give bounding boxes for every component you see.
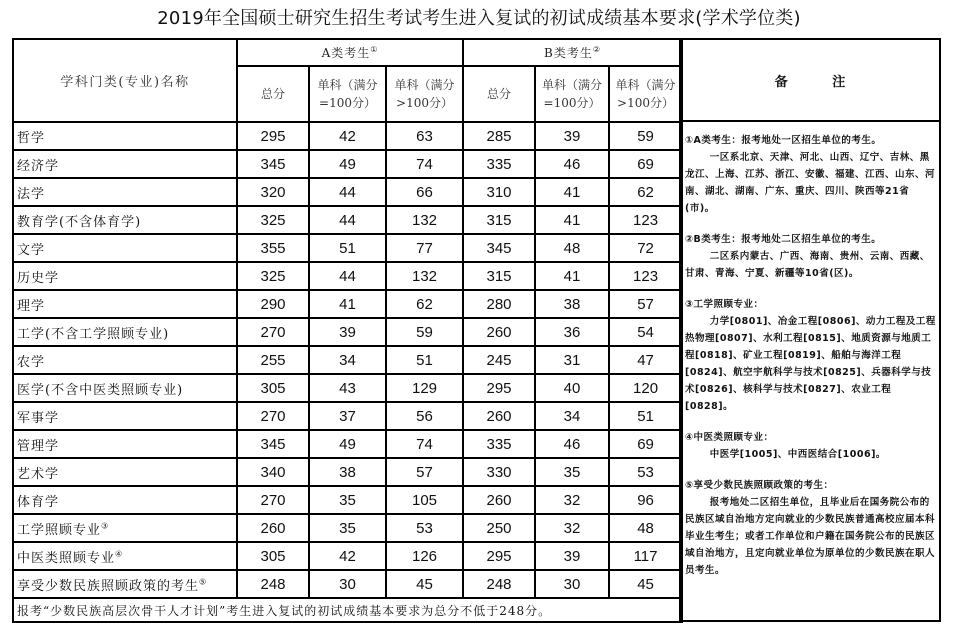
subject-name: 法学 <box>13 178 237 206</box>
score-a-100: 37 <box>309 402 386 430</box>
score-a-total: 345 <box>237 150 309 178</box>
score-b-100: 48 <box>535 234 609 262</box>
header-b-total: 总分 <box>463 66 535 122</box>
table-row <box>13 318 682 346</box>
score-a-100: 42 <box>309 542 386 570</box>
score-b-total: 260 <box>463 318 535 346</box>
score-b-100: 36 <box>535 318 609 346</box>
score-a-total: 248 <box>237 570 309 598</box>
table-row <box>13 262 682 290</box>
score-a-100: 44 <box>309 206 386 234</box>
score-b-gt100: 62 <box>609 178 682 206</box>
score-a-total: 255 <box>237 346 309 374</box>
table-row <box>13 290 682 318</box>
note-body: 报考地处二区招生单位，且毕业后在国务院公布的民族区域自治地方定向就业的少数民族普通高校应届本科毕业生考生；或者工作单位和户籍在国务院公布的民族区域自治地方，且定向就业单位为原单位的少数民族在职人员考生。 <box>685 497 936 576</box>
score-a-gt100: 56 <box>386 402 463 430</box>
header-a-single-gt100: 单科（满分>100分） <box>386 66 463 122</box>
score-a-gt100: 57 <box>386 458 463 486</box>
score-a-total: 295 <box>237 122 309 150</box>
score-b-total: 345 <box>463 234 535 262</box>
subject-name: 工学(不含工学照顾专业) <box>13 318 237 346</box>
score-a-100: 39 <box>309 318 386 346</box>
subject-name: 管理学 <box>13 430 237 458</box>
score-a-gt100: 62 <box>386 290 463 318</box>
score-b-gt100: 59 <box>609 122 682 150</box>
score-a-total: 270 <box>237 486 309 514</box>
score-a-gt100: 63 <box>386 122 463 150</box>
score-b-100: 46 <box>535 150 609 178</box>
score-b-total: 295 <box>463 374 535 402</box>
score-b-total: 330 <box>463 458 535 486</box>
score-b-gt100: 51 <box>609 402 682 430</box>
score-a-100: 34 <box>309 346 386 374</box>
note-body: 二区系内蒙古、广西、海南、贵州、云南、西藏、甘肃、青海、宁夏、新疆等10省(区)。 <box>685 251 930 279</box>
subject-name: 军事学 <box>13 402 237 430</box>
score-b-100: 41 <box>535 262 609 290</box>
header-row-group <box>13 39 682 66</box>
score-a-100: 35 <box>309 486 386 514</box>
score-b-gt100: 117 <box>609 542 682 570</box>
score-b-gt100: 69 <box>609 150 682 178</box>
score-a-100: 43 <box>309 374 386 402</box>
note-heading: ③工学照顾专业： <box>685 299 764 310</box>
subject-name: 体育学 <box>13 486 237 514</box>
note-heading: ④中医类照顾专业： <box>685 432 774 443</box>
footnote-mark: ③ <box>101 521 110 531</box>
note-heading: ①A类考生：报考地处一区招生单位的考生。 <box>685 135 882 146</box>
score-a-100: 49 <box>309 150 386 178</box>
score-b-total: 335 <box>463 150 535 178</box>
score-a-total: 305 <box>237 542 309 570</box>
note-item <box>685 231 937 282</box>
score-b-100: 41 <box>535 178 609 206</box>
score-b-100: 32 <box>535 514 609 542</box>
score-b-gt100: 57 <box>609 290 682 318</box>
table-row <box>13 514 682 542</box>
score-a-100: 44 <box>309 262 386 290</box>
notes-panel <box>679 38 941 622</box>
score-b-total: 280 <box>463 290 535 318</box>
subject-name: 教育学(不含体育学) <box>13 206 237 234</box>
table-row <box>13 206 682 234</box>
score-b-total: 245 <box>463 346 535 374</box>
score-b-total: 260 <box>463 402 535 430</box>
score-a-gt100: 132 <box>386 206 463 234</box>
score-a-gt100: 132 <box>386 262 463 290</box>
score-a-gt100: 53 <box>386 514 463 542</box>
score-b-total: 260 <box>463 486 535 514</box>
score-b-gt100: 120 <box>609 374 682 402</box>
scores-table <box>12 38 683 623</box>
table-row <box>13 542 682 570</box>
score-a-total: 305 <box>237 374 309 402</box>
header-group-b: B类考生② <box>463 39 682 66</box>
subject-name: 历史学 <box>13 262 237 290</box>
score-b-100: 30 <box>535 570 609 598</box>
score-b-100: 41 <box>535 206 609 234</box>
score-a-100: 38 <box>309 458 386 486</box>
table-row <box>13 150 682 178</box>
score-a-total: 340 <box>237 458 309 486</box>
footnote-mark: ⑤ <box>199 577 208 587</box>
score-b-100: 40 <box>535 374 609 402</box>
note-item <box>685 477 937 579</box>
score-b-100: 39 <box>535 122 609 150</box>
score-a-total: 320 <box>237 178 309 206</box>
score-a-total: 270 <box>237 402 309 430</box>
header-b-single-100: 单科（满分=100分） <box>535 66 609 122</box>
score-b-total: 315 <box>463 206 535 234</box>
score-requirements-table <box>12 38 941 622</box>
score-b-100: 32 <box>535 486 609 514</box>
table-row <box>13 570 682 598</box>
footnote-mark: ④ <box>115 549 124 559</box>
score-b-total: 295 <box>463 542 535 570</box>
notes-body <box>681 122 939 579</box>
score-b-100: 31 <box>535 346 609 374</box>
subject-name: 农学 <box>13 346 237 374</box>
score-b-total: 315 <box>463 262 535 290</box>
score-b-total: 335 <box>463 430 535 458</box>
score-a-gt100: 74 <box>386 150 463 178</box>
page-title: 2019年全国硕士研究生招生考试考生进入复试的初试成绩基本要求(学术学位类) <box>157 8 801 29</box>
table-row <box>13 374 682 402</box>
score-b-gt100: 47 <box>609 346 682 374</box>
footer-row <box>13 598 682 622</box>
subject-name: 理学 <box>13 290 237 318</box>
score-a-gt100: 126 <box>386 542 463 570</box>
header-subject-name: 学科门类(专业)名称 <box>13 39 237 122</box>
note-item <box>685 429 937 463</box>
score-b-gt100: 48 <box>609 514 682 542</box>
score-b-total: 310 <box>463 178 535 206</box>
score-a-gt100: 129 <box>386 374 463 402</box>
score-a-total: 345 <box>237 430 309 458</box>
table-row <box>13 122 682 150</box>
note-body: 中医学[1005]、中西医结合[1006]。 <box>709 449 886 460</box>
score-b-100: 46 <box>535 430 609 458</box>
table-row <box>13 486 682 514</box>
score-a-gt100: 105 <box>386 486 463 514</box>
score-b-gt100: 69 <box>609 430 682 458</box>
score-b-gt100: 53 <box>609 458 682 486</box>
score-b-gt100: 72 <box>609 234 682 262</box>
score-a-gt100: 51 <box>386 346 463 374</box>
score-a-total: 290 <box>237 290 309 318</box>
notes-title: 备 注 <box>681 40 939 122</box>
score-b-gt100: 45 <box>609 570 682 598</box>
score-a-100: 30 <box>309 570 386 598</box>
footnote-mark: ② <box>592 45 602 54</box>
subject-name: 经济学 <box>13 150 237 178</box>
score-a-100: 41 <box>309 290 386 318</box>
score-b-gt100: 54 <box>609 318 682 346</box>
score-a-total: 325 <box>237 262 309 290</box>
note-body: 一区系北京、天津、河北、山西、辽宁、吉林、黑龙江、上海、江苏、浙江、安徽、福建、江西、山东、河南、湖北、湖南、广东、重庆、四川、陕西等21省(市)。 <box>685 152 936 214</box>
subject-name: 哲学 <box>13 122 237 150</box>
table-row <box>13 458 682 486</box>
table-row <box>13 178 682 206</box>
subject-name: 工学照顾专业③ <box>13 514 237 542</box>
score-a-gt100: 45 <box>386 570 463 598</box>
note-heading: ②B类考生：报考地处二区招生单位的考生。 <box>685 234 882 245</box>
score-b-gt100: 123 <box>609 262 682 290</box>
header-a-single-100: 单科（满分=100分） <box>309 66 386 122</box>
score-b-100: 35 <box>535 458 609 486</box>
score-b-100: 34 <box>535 402 609 430</box>
table-row <box>13 234 682 262</box>
score-b-100: 39 <box>535 542 609 570</box>
footer-note: 报考“少数民族高层次骨干人才计划”考生进入复试的初试成绩基本要求为总分不低于248分。 <box>13 598 682 622</box>
score-b-gt100: 123 <box>609 206 682 234</box>
score-a-100: 35 <box>309 514 386 542</box>
score-a-gt100: 77 <box>386 234 463 262</box>
score-a-100: 51 <box>309 234 386 262</box>
score-a-total: 325 <box>237 206 309 234</box>
score-b-total: 248 <box>463 570 535 598</box>
subject-name: 艺术学 <box>13 458 237 486</box>
score-a-gt100: 74 <box>386 430 463 458</box>
footnote-mark: ① <box>370 45 379 54</box>
header-a-total: 总分 <box>237 66 309 122</box>
score-b-total: 250 <box>463 514 535 542</box>
note-item <box>685 132 937 217</box>
subject-name: 中医类照顾专业④ <box>13 542 237 570</box>
score-a-100: 44 <box>309 178 386 206</box>
header-b-single-gt100: 单科（满分>100分） <box>609 66 682 122</box>
score-a-100: 42 <box>309 122 386 150</box>
subject-name: 医学(不含中医类照顾专业) <box>13 374 237 402</box>
score-a-100: 49 <box>309 430 386 458</box>
header-group-a: A类考生① <box>237 39 463 66</box>
note-heading: ⑤享受少数民族照顾政策的考生： <box>685 480 834 491</box>
score-a-total: 270 <box>237 318 309 346</box>
score-b-gt100: 96 <box>609 486 682 514</box>
score-b-100: 38 <box>535 290 609 318</box>
score-a-total: 260 <box>237 514 309 542</box>
score-a-total: 355 <box>237 234 309 262</box>
subject-name: 文学 <box>13 234 237 262</box>
table-row <box>13 430 682 458</box>
table-row <box>13 346 682 374</box>
note-body: 力学[0801]、冶金工程[0806]、动力工程及工程热物理[0807]、水利工程[0815]、地质资源与地质工程[0818]、矿业工程[0819]、船舶与海洋工程[0824]、航空宇航科学与技术[0825]、兵器科学与技术[0826]、核科学与技术[0827]、农业工程[0828]。 <box>685 316 936 412</box>
score-a-gt100: 66 <box>386 178 463 206</box>
score-a-gt100: 59 <box>386 318 463 346</box>
note-item <box>685 296 937 415</box>
score-b-total: 285 <box>463 122 535 150</box>
subject-name: 享受少数民族照顾政策的考生⑤ <box>13 570 237 598</box>
table-row <box>13 402 682 430</box>
